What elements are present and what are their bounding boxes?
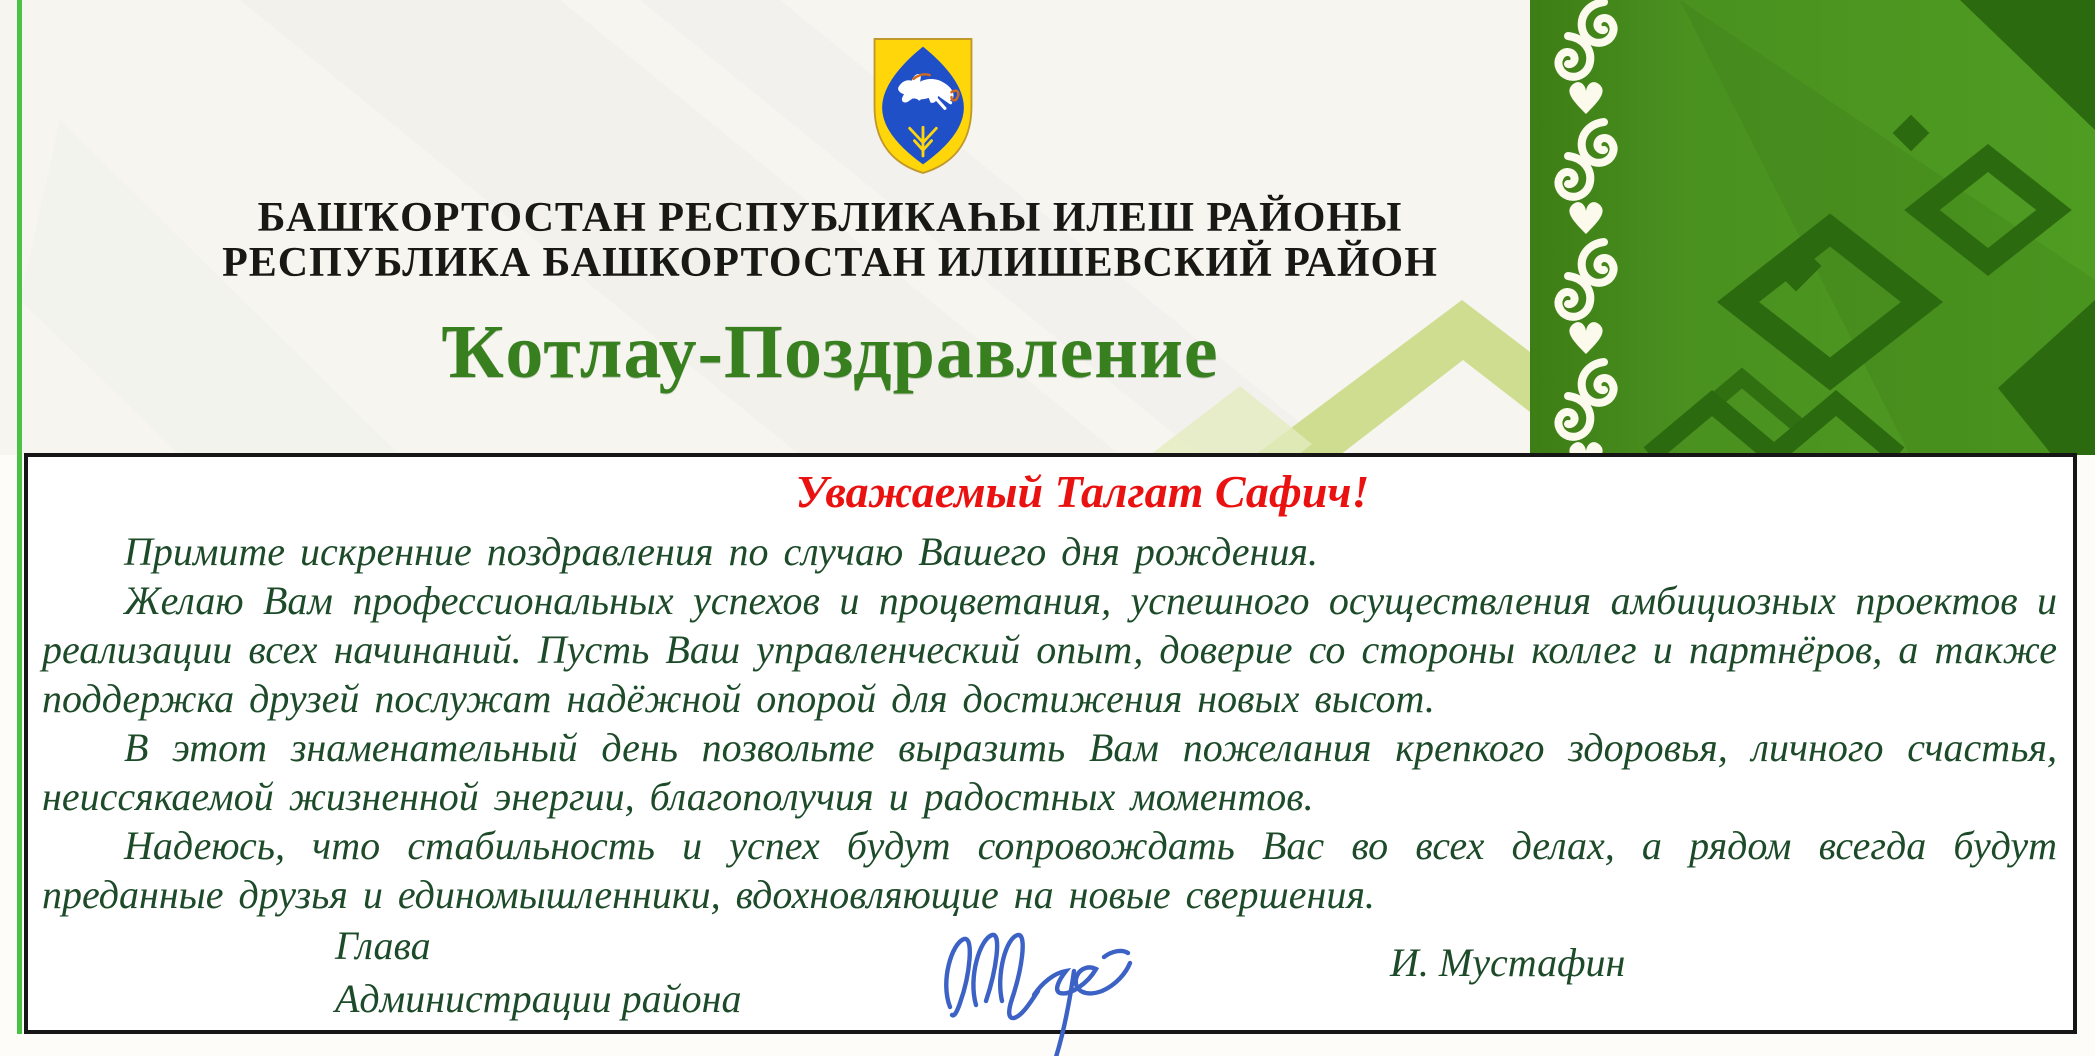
org-line-russian: РЕСПУБЛИКА БАШКОРТОСТАН ИЛИШЕВСКИЙ РАЙОН [222, 240, 1438, 286]
emblem-mark-right: X [949, 138, 958, 150]
ornament-band [1530, 0, 2095, 455]
salutation: Уважаемый Талгат Сафич! [795, 466, 1370, 517]
signature-name: И. Мустафин [1390, 940, 1626, 985]
handwritten-signature [928, 905, 1208, 1056]
paragraph: Желаю Вам профессиональных успехов и процветания, успешного осуществления амбициозных проектов и реализации всех начинаний. Пусть Ваш управленческий опыт, доверие со стороны коллег и партнёров, а также поддержка друзей послужат надёжной опорой для достижения новых высот. [42, 578, 2057, 721]
header-text-block [0, 196, 1660, 392]
paragraph: Надеюсь, что стабильность и успех будут сопровождать Вас во всех делах, а рядом всегда будут преданные друзья и единомышленники, вдохновляющие на новые свершения. [42, 823, 2057, 917]
paragraph: В этот знаменательный день позвольте выразить Вам пожелания крепкого здоровья, личного счастья, неиссякаемой жизненной энергии, благополучия и радостных моментов. [42, 725, 2057, 819]
org-line-bashkir: БАШҠОРТОСТАН РЕСПУБЛИКАҺЫ ИЛЕШ РАЙОНЫ [257, 195, 1403, 241]
letter-paragraphs [42, 527, 2057, 919]
left-edge-line [17, 0, 22, 1034]
signature-position-line1: Глава [335, 923, 431, 968]
paragraph: Примите искренние поздравления по случаю Вашего дня рождения. [124, 529, 1318, 574]
letter-body-box [24, 453, 2077, 1034]
coat-of-arms-icon [866, 34, 980, 177]
signature-position-line2: Администрации района [335, 976, 742, 1021]
page-title: Ҡотлау-Поздравление [441, 310, 1219, 394]
signature-position [335, 919, 742, 1025]
emblem-mark-left: II [888, 138, 896, 150]
